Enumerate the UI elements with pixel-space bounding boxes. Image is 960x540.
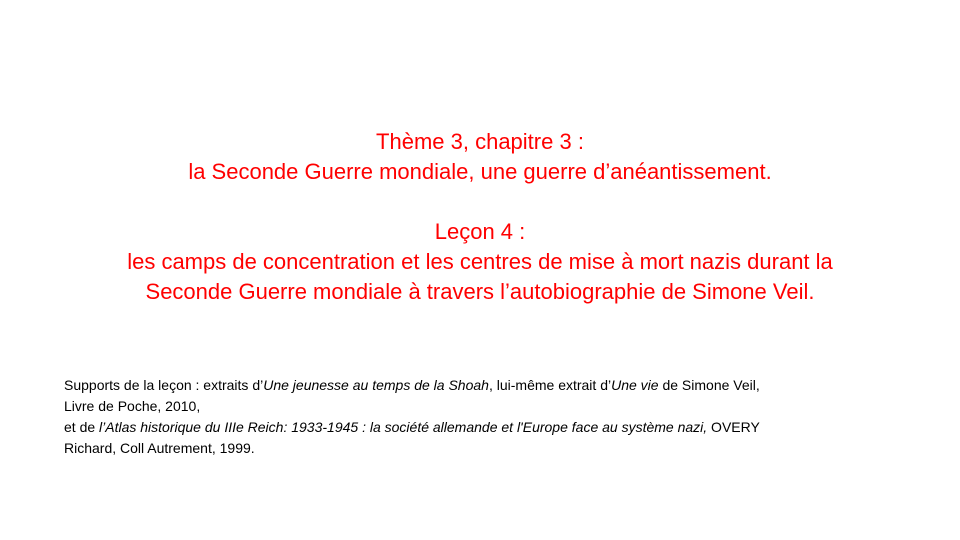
sources-publisher-2: Richard, Coll Autrement, 1999. <box>64 440 255 456</box>
book-title-une-vie: Une vie <box>611 377 659 393</box>
sources-author-overy: OVERY <box>707 419 760 435</box>
sources-prefix: Supports de la leçon : extraits d’ <box>64 377 264 393</box>
sources-line-4 <box>64 438 894 459</box>
lesson-number-line: Leçon 4 : <box>434 219 526 244</box>
sources-and-prefix: et de <box>64 419 100 435</box>
sources-line-1 <box>64 375 894 396</box>
sources-publisher-1: Livre de Poche, 2010, <box>64 398 201 414</box>
book-title-jeunesse: Une jeunesse au temps de la Shoah <box>263 377 489 393</box>
sources-line-2 <box>64 396 894 417</box>
sources-line-3 <box>64 417 894 438</box>
lesson-sources <box>64 375 894 459</box>
lesson-title <box>0 217 960 307</box>
theme-chapter-line: Thème 3, chapitre 3 : <box>376 129 584 154</box>
theme-subtitle-line: la Seconde Guerre mondiale, une guerre d’anéantissement. <box>188 159 772 184</box>
theme-title <box>0 127 960 187</box>
lesson-subject-line-1: les camps de concentration et les centres de mise à mort nazis durant la <box>127 249 833 274</box>
book-title-atlas: l’Atlas historique du IIIe Reich: 1933-1945 : la société allemande et l'Europe face au système nazi, <box>99 419 708 435</box>
sources-author-veil: de Simone Veil, <box>658 377 760 393</box>
lesson-subject-line-2: Seconde Guerre mondiale à travers l’autobiographie de Simone Veil. <box>145 279 815 304</box>
sources-middle: , lui-même extrait d’ <box>488 377 612 393</box>
